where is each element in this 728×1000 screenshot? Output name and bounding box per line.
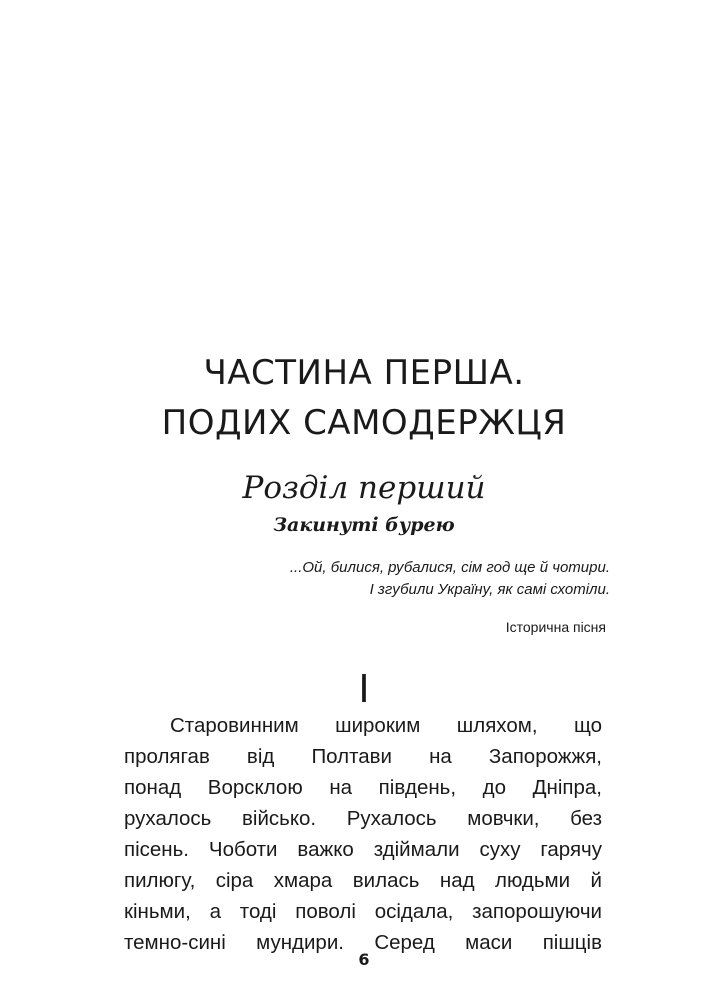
body-line: рухалось військо. Рухалось мовчки, без xyxy=(124,807,602,830)
body-paragraph xyxy=(124,710,602,958)
epigraph-line: ...Ой, билися, рубалися, сім год ще й чотири. xyxy=(289,559,610,576)
body-line: пилюгу, сіра хмара вилась над людьми й xyxy=(124,869,602,892)
chapter-subtitle: Закинуті бурею xyxy=(273,514,455,536)
part-title-line-2: ПОДИХ САМОДЕРЖЦЯ xyxy=(161,403,567,443)
body-line: Старовинним широким шляхом, що xyxy=(170,714,602,737)
part-title-line-1: ЧАСТИНА ПЕРША. xyxy=(203,353,525,393)
epigraph-source: Історична пісня xyxy=(505,619,606,635)
epigraph-line: І згубили Україну, як самі схотіли. xyxy=(369,581,610,598)
body-line: понад Ворсклою на південь, до Дніпра, xyxy=(124,776,602,799)
part-title xyxy=(0,348,728,448)
body-line: кіньми, а тоді поволі осідала, запорошуючи xyxy=(124,900,602,923)
page-number: 6 xyxy=(358,950,370,969)
body-line: пролягав від Полтави на Запорожжя, xyxy=(124,745,602,768)
body-line: темно-сині мундири. Серед маси пішців xyxy=(124,931,602,954)
epigraph xyxy=(290,557,610,601)
section-number: I xyxy=(358,667,370,711)
body-line: пісень. Чоботи важко здіймали суху гарячу xyxy=(124,838,602,861)
chapter-title: Розділ перший xyxy=(242,470,486,506)
